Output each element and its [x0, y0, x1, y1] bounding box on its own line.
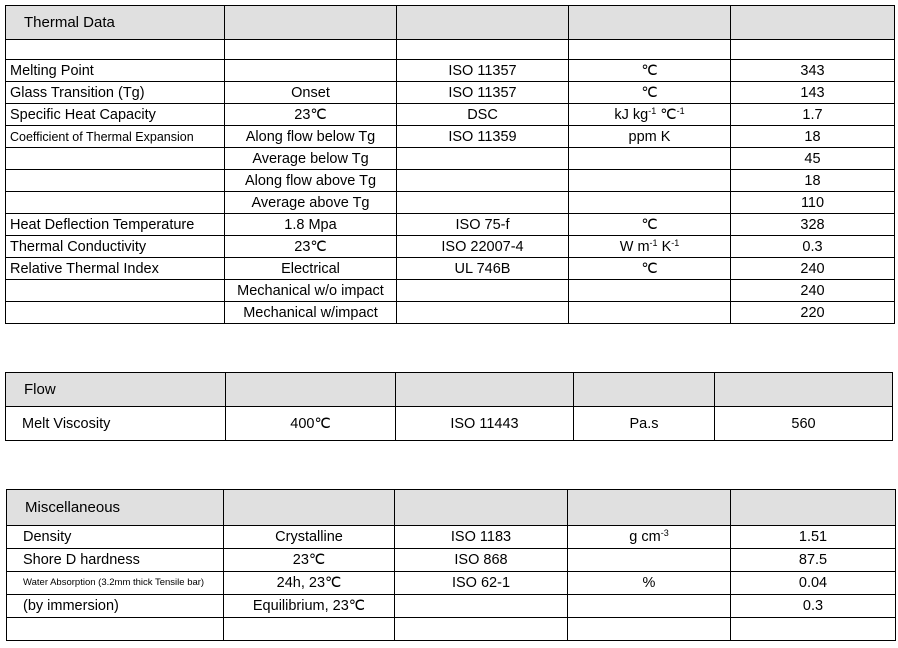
- property-name: Melting Point: [6, 60, 225, 82]
- test-method: ISO 11357: [397, 82, 569, 104]
- table-row: [7, 618, 896, 641]
- unit: [569, 148, 731, 170]
- test-method: ISO 11357: [397, 60, 569, 82]
- unit: W $m^{-1}$ $K^{-1}$: [569, 236, 731, 258]
- property-name: Thermal Conductivity: [6, 236, 225, 258]
- unit: kJ $kg^{-1}$ ℃$^{-1}$: [569, 104, 731, 126]
- thermal-header-row: [6, 6, 895, 40]
- table-row: [7, 526, 896, 549]
- condition: 24h, 23℃: [224, 572, 395, 595]
- thermal-title: Thermal Data: [6, 6, 225, 40]
- unit: g $cm^{-3}$: [568, 526, 731, 549]
- test-method: [395, 595, 568, 618]
- test-method: [397, 192, 569, 214]
- unit: ppm K: [569, 126, 731, 148]
- value: 1.7: [731, 104, 895, 126]
- test-method: [395, 618, 568, 641]
- table-row: [6, 407, 893, 441]
- condition: Mechanical w/impact: [225, 302, 397, 324]
- property-name: [6, 280, 225, 302]
- unit: [569, 192, 731, 214]
- value: 87.5: [731, 549, 896, 572]
- condition: Average above Tg: [225, 192, 397, 214]
- property-name: Density: [7, 526, 224, 549]
- value: 1.51: [731, 526, 896, 549]
- condition: Equilibrium, 23℃: [224, 595, 395, 618]
- misc-title: Miscellaneous: [7, 490, 224, 526]
- property-name: Specific Heat Capacity: [6, 104, 225, 126]
- property-name: (by immersion): [7, 595, 224, 618]
- table-row: [6, 214, 895, 236]
- unit: ℃: [569, 258, 731, 280]
- condition: Onset: [225, 82, 397, 104]
- test-method: DSC: [397, 104, 569, 126]
- test-method: [397, 170, 569, 192]
- table-row: [6, 236, 895, 258]
- table-row: [6, 126, 895, 148]
- condition: 23℃: [224, 549, 395, 572]
- value: 328: [731, 214, 895, 236]
- unit: [569, 170, 731, 192]
- property-name: Glass Transition (Tg): [6, 82, 225, 104]
- unit: [568, 595, 731, 618]
- table-row: [6, 170, 895, 192]
- test-method: ISO 11359: [397, 126, 569, 148]
- table-row: [7, 595, 896, 618]
- unit: [569, 302, 731, 324]
- property-name: [6, 192, 225, 214]
- miscellaneous-table: [6, 489, 896, 641]
- table-row: [6, 104, 895, 126]
- value: 0.04: [731, 572, 896, 595]
- table-row: [6, 148, 895, 170]
- table-row: [6, 280, 895, 302]
- table-row: [6, 60, 895, 82]
- table-row: [6, 302, 895, 324]
- condition: Along flow above Tg: [225, 170, 397, 192]
- value: 0.3: [731, 595, 896, 618]
- condition: [224, 618, 395, 641]
- property-name: Shore D hardness: [7, 549, 224, 572]
- value: 240: [731, 258, 895, 280]
- test-method: ISO 75-f: [397, 214, 569, 236]
- property-name: [6, 170, 225, 192]
- property-name: Relative Thermal Index: [6, 258, 225, 280]
- unit: ℃: [569, 214, 731, 236]
- unit: [568, 618, 731, 641]
- condition: 1.8 Mpa: [225, 214, 397, 236]
- condition: Crystalline: [224, 526, 395, 549]
- test-method: UL 746B: [397, 258, 569, 280]
- test-method: [397, 148, 569, 170]
- value: 110: [731, 192, 895, 214]
- thermal-data-table: [5, 5, 895, 324]
- misc-header-row: [7, 490, 896, 526]
- unit: ℃: [569, 82, 731, 104]
- property-name: Coefficient of Thermal Expansion: [6, 126, 225, 148]
- condition: Along flow below Tg: [225, 126, 397, 148]
- flow-title: Flow: [6, 373, 226, 407]
- flow-header-row: [6, 373, 893, 407]
- value: 240: [731, 280, 895, 302]
- table-row: [6, 258, 895, 280]
- unit: ℃: [569, 60, 731, 82]
- property-name: [6, 302, 225, 324]
- unit: [569, 280, 731, 302]
- unit: Pa.s: [574, 407, 715, 441]
- value: 560: [715, 407, 893, 441]
- value: 0.3: [731, 236, 895, 258]
- test-method: ISO 62-1: [395, 572, 568, 595]
- property-name: [7, 618, 224, 641]
- property-name: [6, 148, 225, 170]
- value: 18: [731, 170, 895, 192]
- unit: %: [568, 572, 731, 595]
- test-method: ISO 11443: [396, 407, 574, 441]
- test-method: [397, 280, 569, 302]
- flow-table: [5, 372, 893, 441]
- condition: 400℃: [226, 407, 396, 441]
- condition: Electrical: [225, 258, 397, 280]
- property-name: Heat Deflection Temperature: [6, 214, 225, 236]
- value: 45: [731, 148, 895, 170]
- unit: [568, 549, 731, 572]
- condition: Average below Tg: [225, 148, 397, 170]
- value: [731, 618, 896, 641]
- table-row: [7, 549, 896, 572]
- table-row: [7, 572, 896, 595]
- condition: 23℃: [225, 104, 397, 126]
- condition: Mechanical w/o impact: [225, 280, 397, 302]
- table-row: [6, 192, 895, 214]
- condition: [225, 60, 397, 82]
- value: 18: [731, 126, 895, 148]
- value: 343: [731, 60, 895, 82]
- property-name: Water Absorption (3.2mm thick Tensile bar): [7, 572, 224, 595]
- test-method: ISO 868: [395, 549, 568, 572]
- test-method: [397, 302, 569, 324]
- table-row: [6, 82, 895, 104]
- test-method: ISO 22007-4: [397, 236, 569, 258]
- condition: 23℃: [225, 236, 397, 258]
- value: 220: [731, 302, 895, 324]
- test-method: ISO 1183: [395, 526, 568, 549]
- property-name: Melt Viscosity: [6, 407, 226, 441]
- value: 143: [731, 82, 895, 104]
